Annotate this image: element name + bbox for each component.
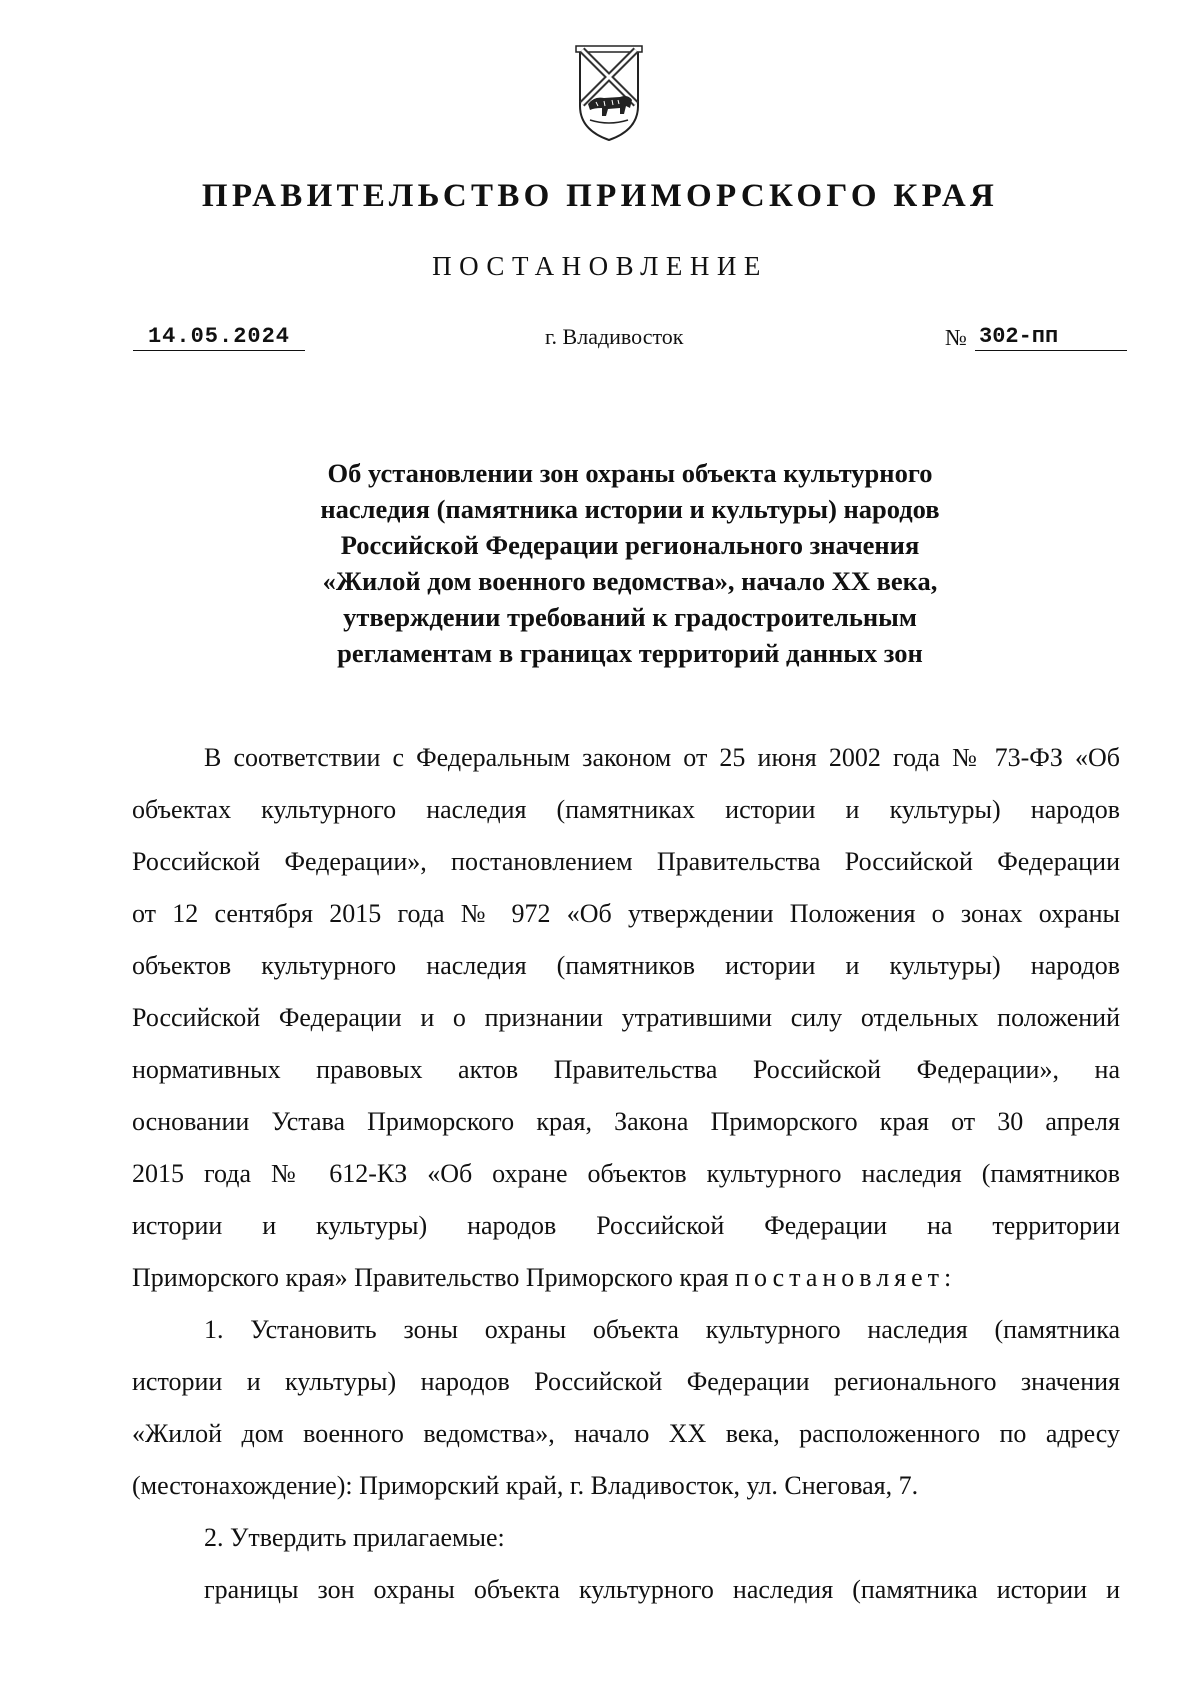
subject-line: Российской Федерации регионального значения (340, 530, 920, 560)
subject-line: «Жилой дом военного ведомства», начало XX века, (322, 566, 938, 596)
document-meta-row (0, 324, 1200, 364)
preamble-last-text: Приморского края» Правительство Приморского края (132, 1263, 729, 1292)
subject-line: Об установлении зон охраны объекта культурного (327, 458, 933, 488)
preamble-line: Российской Федерации и о признании утратившими силу отдельных положений (132, 1003, 1120, 1032)
item-2-subitem-line: границы зон охраны объекта культурного наследия (памятника истории и (204, 1575, 1120, 1604)
document-type: ПОСТАНОВЛЕНИЕ (432, 251, 768, 281)
organization-title: ПРАВИТЕЛЬСТВО ПРИМОРСКОГО КРАЯ (201, 178, 999, 214)
document-city: г. Владивосток (545, 324, 684, 349)
document-subject (280, 455, 980, 671)
resolves-word: постановляет: (735, 1263, 957, 1292)
item-1-line: истории и культуры) народов Российской Федерации регионального значения (132, 1367, 1120, 1396)
preamble-line: Российской Федерации», постановлением Правительства Российской Федерации (132, 847, 1120, 876)
document-date: 14.05.2024 (133, 324, 305, 351)
preamble-line: основании Устава Приморского края, Закона Приморского края от 30 апреля (132, 1107, 1120, 1136)
preamble-line: нормативных правовых актов Правительства Российской Федерации», на (132, 1055, 1120, 1084)
item-2-line: 2. Утвердить прилагаемые: (204, 1523, 505, 1552)
preamble-line: В соответствии с Федеральным законом от 25 июня 2002 года № 73-ФЗ «Об (204, 743, 1120, 772)
subject-line: наследия (памятника истории и культуры) народов (320, 494, 940, 524)
preamble-line: от 12 сентября 2015 года № 972 «Об утверждении Положения о зонах охраны (132, 899, 1120, 928)
item-1-line: 1. Установить зоны охраны объекта культурного наследия (памятника (204, 1315, 1120, 1344)
document-number: 302-пп (975, 324, 1127, 351)
primorsky-coat-of-arms-icon (572, 44, 646, 146)
item-1-last-line: (местонахождение): Приморский край, г. Владивосток, ул. Снеговая, 7. (132, 1471, 919, 1500)
preamble-line: объектах культурного наследия (памятниках истории и культуры) народов (132, 795, 1120, 824)
subject-line: утверждении требований к градостроительным (343, 602, 917, 632)
item-1-line: «Жилой дом военного ведомства», начало XX века, расположенного по адресу (132, 1419, 1120, 1448)
preamble-line: объектов культурного наследия (памятников истории и культуры) народов (132, 951, 1120, 980)
subject-line: регламентам в границах территорий данных зон (337, 638, 923, 668)
document-number-label: № (945, 325, 967, 350)
preamble-last-line (132, 1252, 1120, 1304)
preamble-line: 2015 года № 612-КЗ «Об охране объектов культурного наследия (памятников (132, 1159, 1120, 1188)
preamble-line: истории и культуры) народов Российской Федерации на территории (132, 1211, 1120, 1240)
document-body (132, 732, 1120, 1616)
